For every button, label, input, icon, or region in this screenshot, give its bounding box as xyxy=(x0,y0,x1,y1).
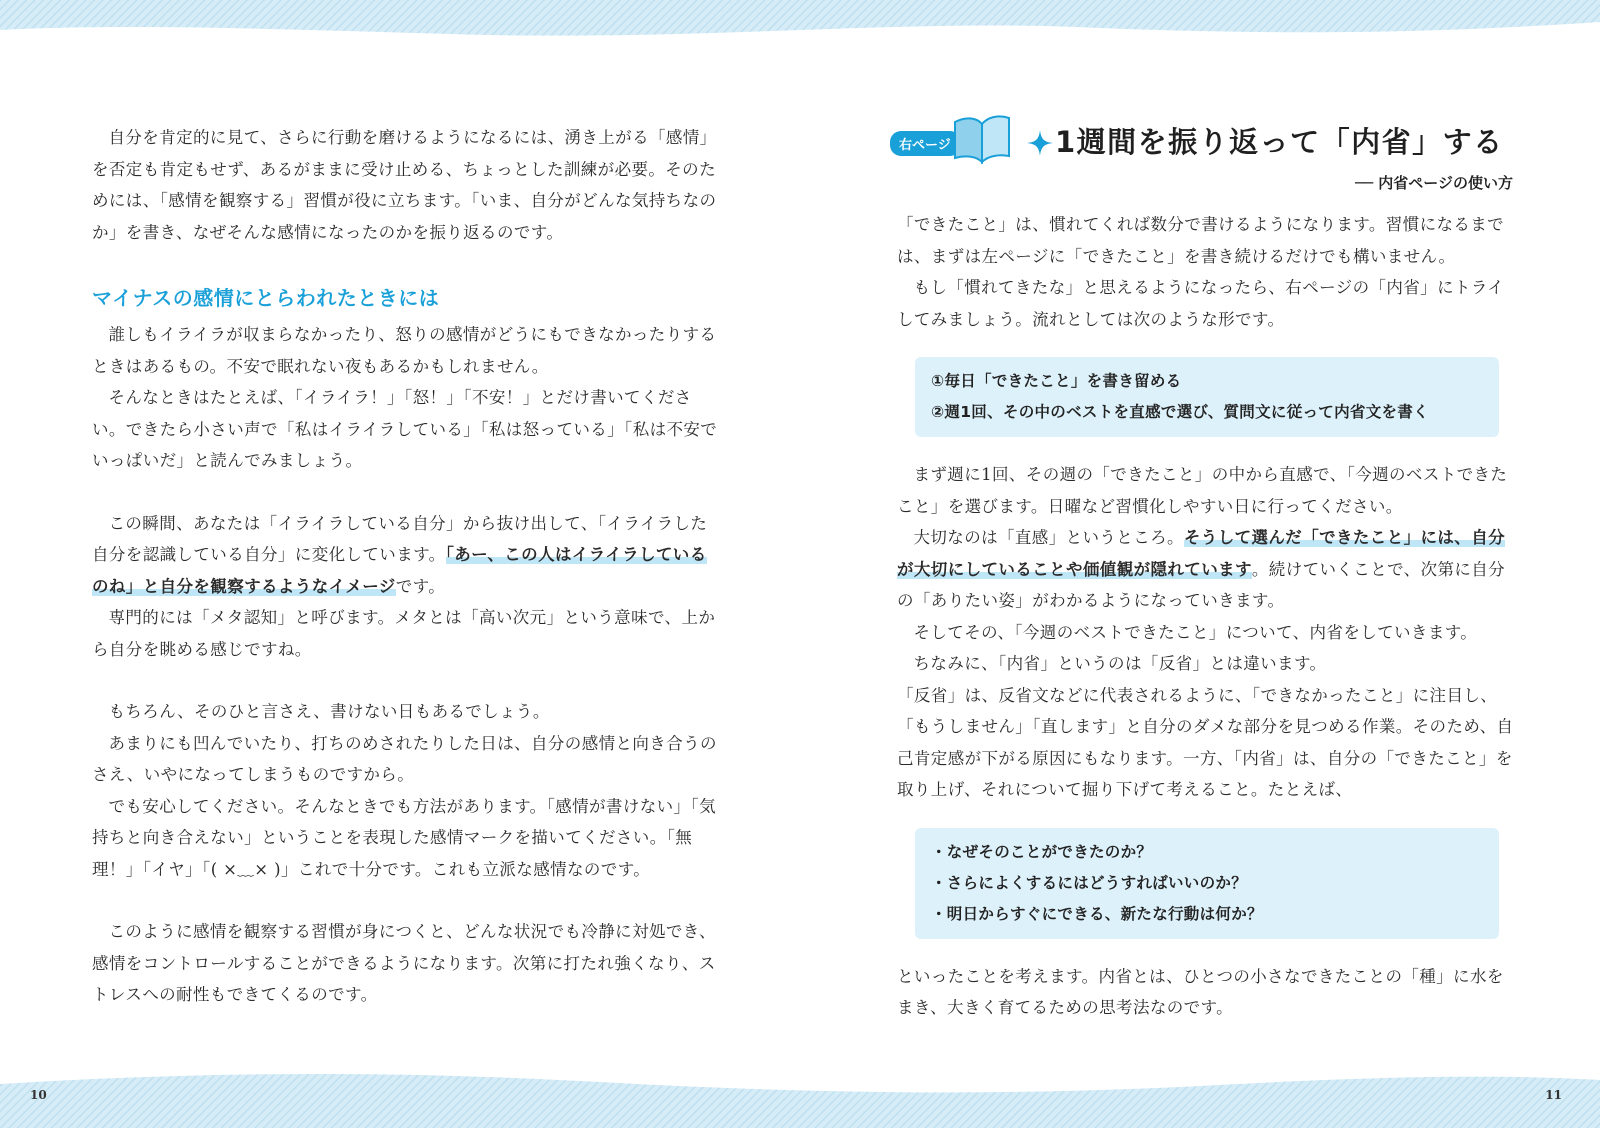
body-paragraph: このように感情を観察する習慣が身につくと、どんな状況でも冷静に対処でき、感情をコントロールすることができるようになります。次第に打たれ強くなり、ストレスへの耐性もできてくるのです。 xyxy=(92,922,716,1004)
highlighted-text: 「あー、この人はイライラしているのね」と自分を観察するようなイメージ xyxy=(92,545,707,596)
body-paragraph: もちろん、そのひと言さえ、書けない日もあるでしょう。 xyxy=(108,702,550,721)
body-paragraph: でも安心してください。そんなときでも方法があります。「感情が書けない」「気持ちと向き合えない」ということを表現した感情マークを描いてください。「無理！」「イヤ」「( ×﹏× )」これで十分です。これも立派な感情なのです。 xyxy=(92,796,716,879)
highlighted-text: そうして選んだ「できたこと」には、自分が大切にしていることや価値観が隠れています xyxy=(897,528,1506,579)
body-paragraph: そしてその、「今週のベストできたこと」について、内省をしていきます。 xyxy=(913,622,1478,642)
questions-box xyxy=(915,828,1499,939)
page-title: 1週間を振り返って「内省」する xyxy=(1055,125,1504,159)
section-heading xyxy=(897,110,1517,172)
body-text: 。続けていくことで、次第に自分の「ありたい姿」がわかるようになっていきます。 xyxy=(897,559,1506,610)
page-number-left: 10 xyxy=(30,1088,47,1102)
body-paragraph: 「できたこと」は、慣れてくれば数分で書けるようになります。習慣になるまでは、まずは左ページに「できたこと」を書き続けるだけでも構いません。 xyxy=(897,215,1505,266)
step-item: ②週1回、その中のベストを直感で選び、質問文に従って内省文を書く xyxy=(931,403,1429,421)
body-text: 大切なのは「直感」というところ。 xyxy=(913,528,1184,547)
body-paragraph: もし「慣れてきたな」と思えるようになったら、右ページの「内省」にトライしてみましょう。流れとしては次のような形です。 xyxy=(897,278,1505,329)
step-item: ①毎日「できたこと」を書き留める xyxy=(931,372,1182,390)
top-wave-decoration xyxy=(0,0,1600,45)
body-paragraph: あまりにも凹んでいたり、打ちのめされたりした日は、自分の感情と向き合うのさえ、いやになってしまうものですから。 xyxy=(92,733,717,784)
page-number-right: 11 xyxy=(1545,1088,1562,1102)
body-paragraph: まず週に1回、その週の「できたこと」の中から直感で、「今週のベストできたこと」を選びます。日曜など習慣化しやすい日に行ってください。 xyxy=(897,465,1508,516)
body-paragraph: ちなみに、「内省」というのは「反省」とは違います。 xyxy=(913,654,1327,673)
section-subheading: マイナスの感情にとらわれたときには xyxy=(92,286,440,310)
left-page-column xyxy=(92,122,720,1011)
body-paragraph xyxy=(897,522,1517,617)
body-text: です。 xyxy=(395,576,446,596)
body-paragraph: といったことを考えます。内省とは、ひとつの小さなできたことの「種」に水をまき、大きく育てるための思考法なのです。 xyxy=(897,966,1504,1017)
body-paragraph: そんなときはたとえば、「イライラ！」「怒！」「不安！」とだけ書いてください。できたら小さい声で「私はイライラしている」「私は怒っている」「私は不安でいっぱいだ」と読んでみましょう。 xyxy=(92,388,718,470)
question-item: ・明日からすぐにできる、新たな行動は何か？ xyxy=(931,904,1263,923)
question-item: ・なぜそのことができたのか？ xyxy=(931,842,1153,861)
body-text: この瞬間、あなたは「イライラしている自分」から抜け出して、「イライラした自分を認識している自分」に変化しています。 xyxy=(92,513,708,564)
body-paragraph: 誰しもイライラが収まらなかったり、怒りの感情がどうにもできなかったりするときはあるもの。不安で眠れない夜もあるかもしれません。 xyxy=(92,325,717,376)
sparkle-star-icon xyxy=(1027,130,1053,156)
bottom-wave-decoration xyxy=(0,1068,1600,1128)
right-page-column xyxy=(897,110,1517,1024)
body-paragraph: 専門的には「メタ認知」と呼びます。メタとは「高い次元」という意味で、上から自分を眺める感じですね。 xyxy=(92,608,716,659)
body-paragraph: 「反省」は、反省文などに代表されるように、「できなかったこと」に注目し、「もうしません」「直します」と自分のダメな部分を見つめる作業。そのため、自己肯定感が下がる原因にもなります。一方、「内省」は、自分の「できたこと」を取り上げ、それについて掘り下げて考えること。たとえば、 xyxy=(897,685,1514,799)
page-subtitle: ── 内省ページの使い方 xyxy=(1355,174,1513,192)
open-book-icon xyxy=(949,112,1015,166)
steps-box xyxy=(915,357,1499,437)
body-paragraph: 自分を肯定的に見て、さらに行動を磨けるようになるには、湧き上がる「感情」を否定も肯定もせず、あるがままに受け止める、ちょっとした訓練が必要。そのためには、「感情を観察する」習慣が役に立ちます。「いま、自分がどんな気持ちなのか」を書き、なぜそんな感情になったのかを振り返るのです。 xyxy=(92,128,717,242)
body-paragraph xyxy=(92,508,720,603)
question-item: ・さらによくするにはどうすればいいのか？ xyxy=(931,873,1248,892)
right-page-tag: 右ページ xyxy=(890,131,961,156)
